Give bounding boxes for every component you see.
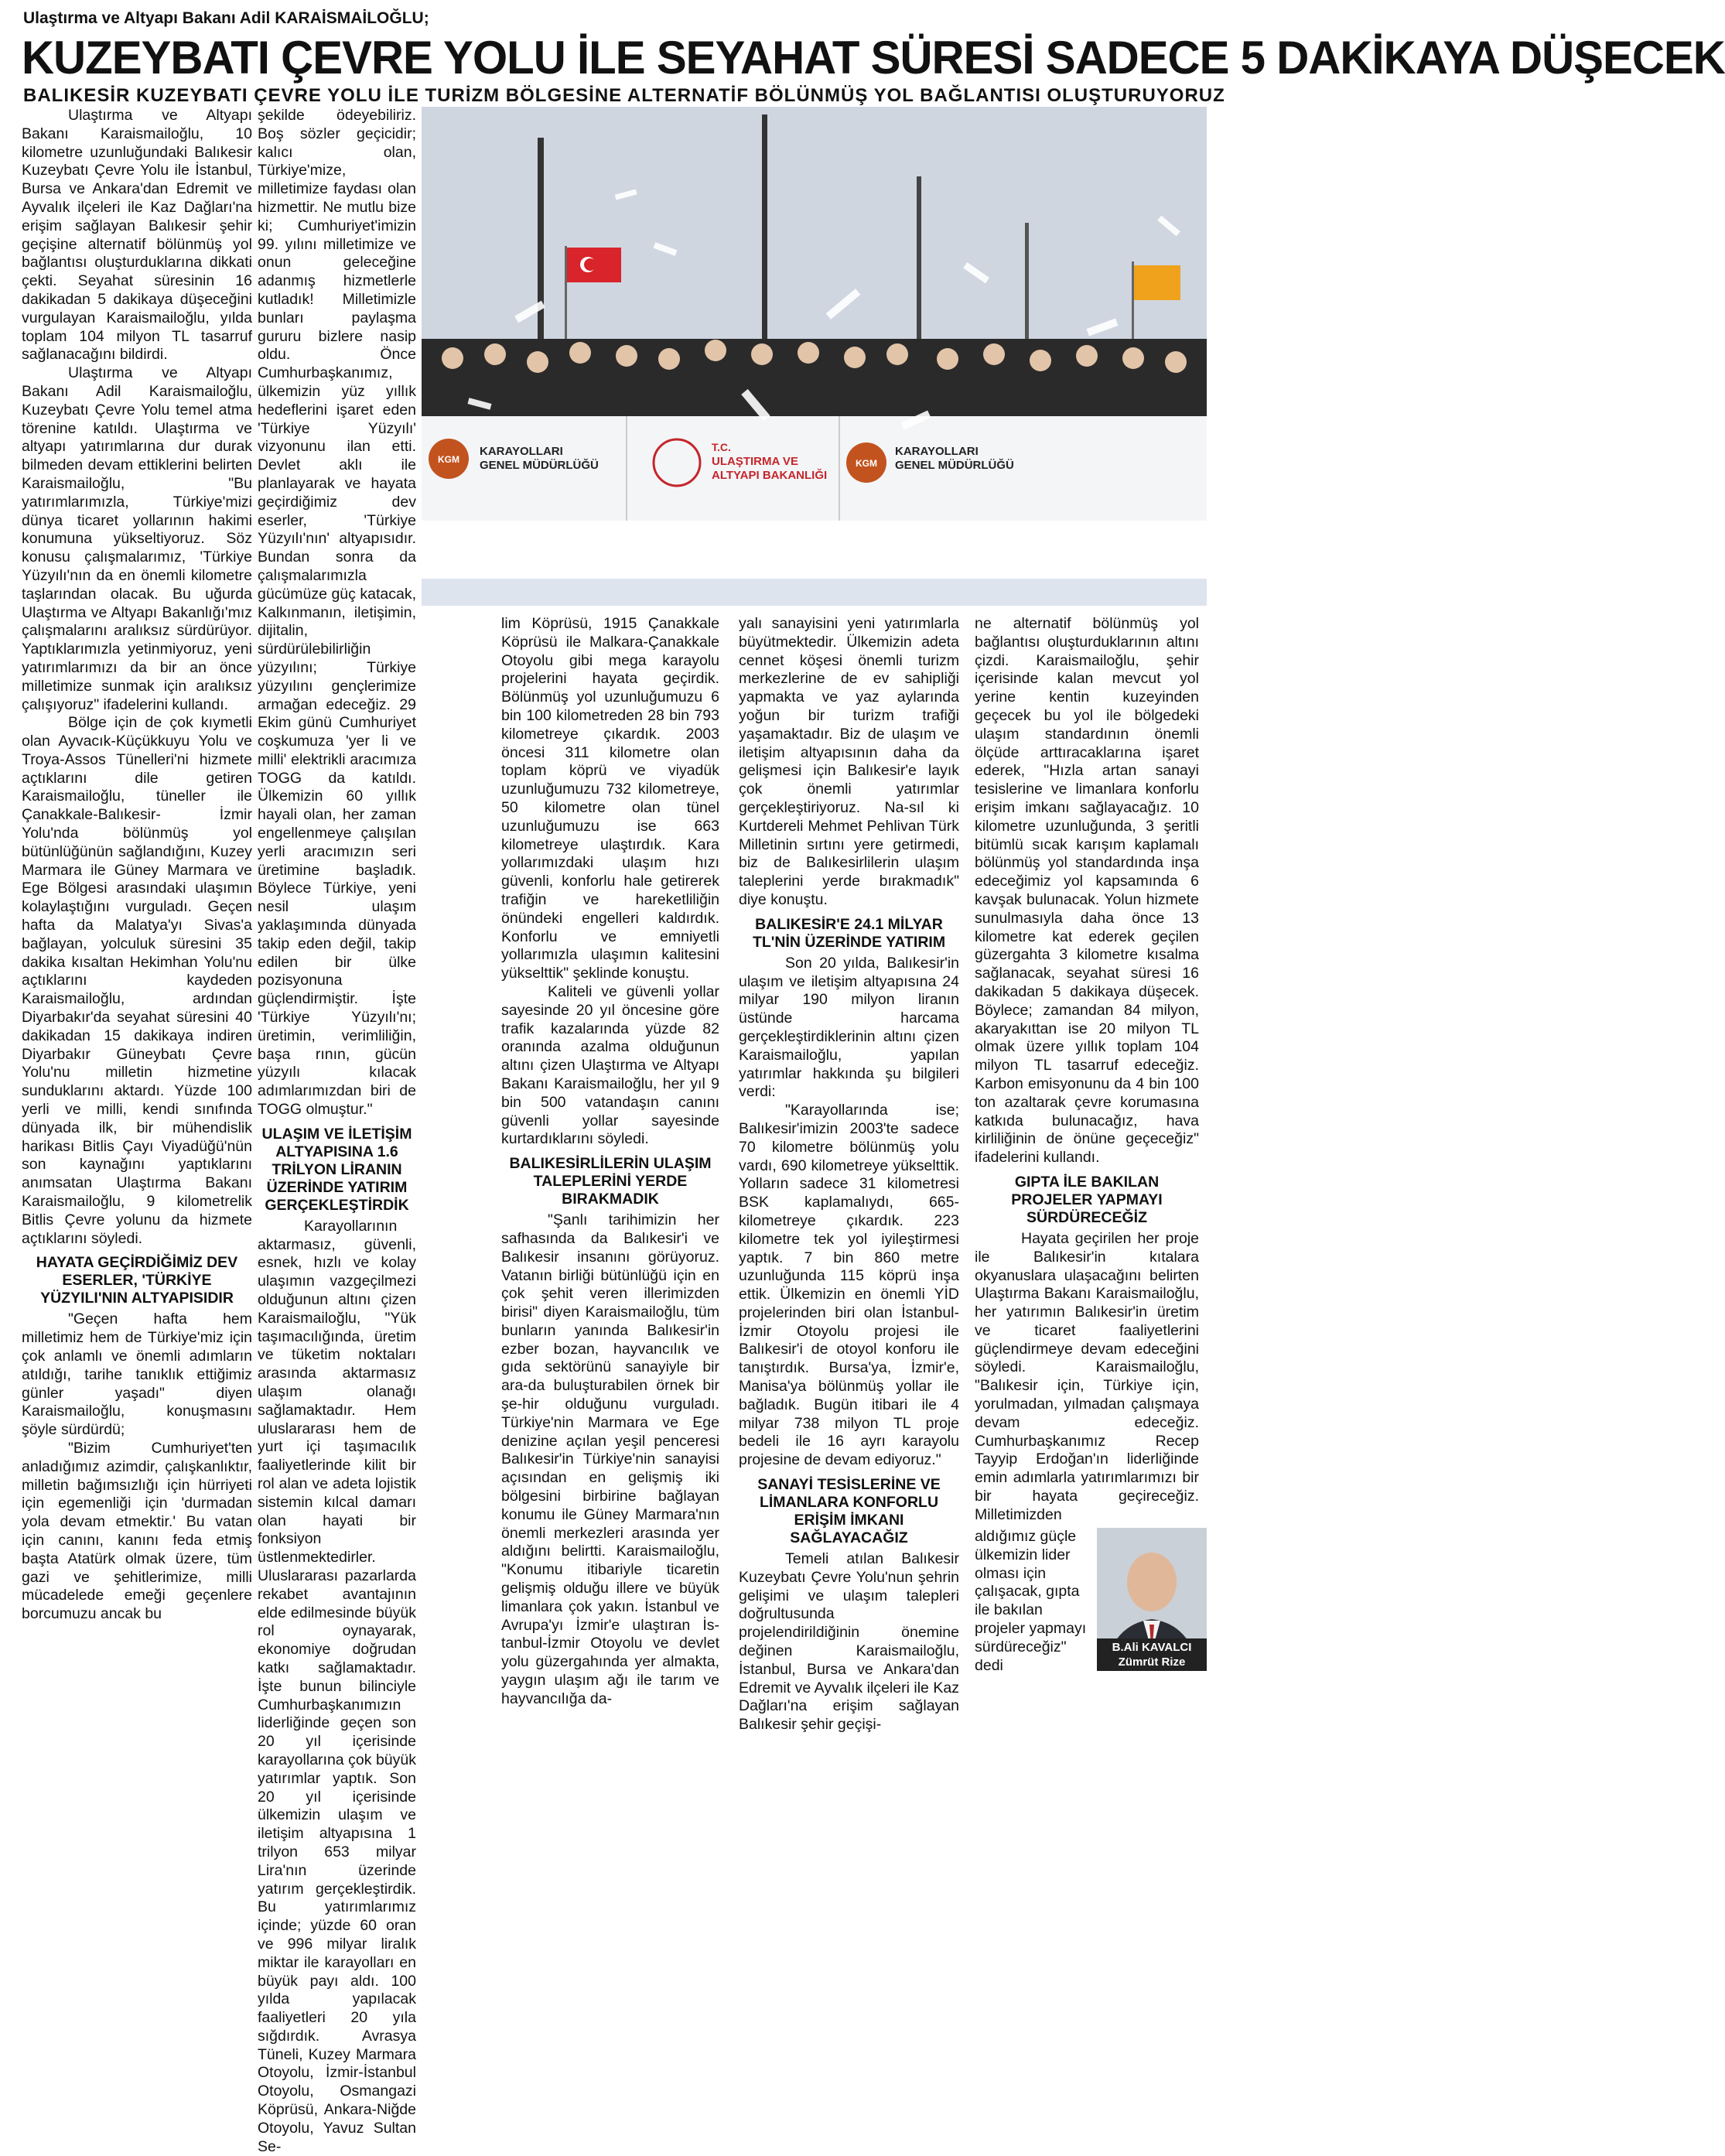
- section-heading: HAYATA GEÇİRDİĞİMİZ DEV ESERLER, 'TÜRKİYE YÜZYILI'NIN ALTYAPISIDIR: [36, 1254, 238, 1307]
- paragraph: "Şanlı tarihimizin her safhasında da Balıkesir'i ve Balıkesir insanını görüyoruz. Vatanın birliği bütünlüğü için en çok şehit veren illerimizden birisi" diyen Karaismailoğlu, tüm bunların yanında Balıkesir'in ezber bozan, hayvancılık ve gıda sektörünü sanayiyle bir ara-da buluşturabilen örnek bir şe-hir olduğunu vurguladı. Türkiye'nin Marmara ve Ege denizine açılan yeşil penceresi Balıkesir'in Türkiye'nin sanayisi açısından en gelişmiş iki bölgesini birbirine bağlayan konumu ile Güney Marmara'nın önemli merkezleri arasında yer aldığını belirtti. Karaismailoğlu, "Konumu itibariyle ticaretin gelişmiş olduğu illere ve büyük limanlara çok yakın. İstanbul ve Avrupa'yı İzmir'e ulaştıran İs-tanbul-İzmir Otoyolu ve devlet yolu güzergahında yer almakta, yaygın ulaşım ağı ile tarım ve hayvancılığa da-: [501, 1211, 719, 1707]
- author-name: B.Ali KAVALCI: [1112, 1641, 1192, 1654]
- section-heading: SANAYİ TESİSLERİNE VE LİMANLARA KONFORLU ERİŞİM İMKANI SAĞLAYACAĞIZ: [757, 1476, 941, 1547]
- article-column-5-tail: [975, 1528, 1091, 1706]
- section-heading: GIPTA İLE BAKILAN PROJELER YAPMAYI SÜRDÜRECEĞİZ: [1011, 1173, 1163, 1226]
- paragraph: Ulaştırma ve Altyapı Bakanı Karaismailoğlu, 10 kilometre uzunluğundaki Balıkesir Kuzeybatı Çevre Yolu ile İstanbul, Bursa ve Ankara'dan Edremit ve Ayvalık ilçeleri ile Kaz Dağları'na erişim sağlayan Balıkesir şehir geçişine alternatif bölünmüş yol bağlantısı oluşturduklarına dikkati çekti. Seyahat süresinin 16 dakikadan 5 dakikaya düşeceğini vurgulayan Karaismailoğlu, yılda toplam 104 milyon TL tasarruf sağlanacağını bildirdi.: [22, 107, 252, 364]
- paragraph: Karayollarının aktarmasız, güvenli, esnek, hızlı ve kolay ulaşımın vazgeçilmezi olduğunun altını çizen Karaismailoğlu, "Yük taşımacılığında, üretim ve tüketim noktaları arasında aktarmasız ulaşım olanağı sağlamaktadır. Hem uluslararası hem de yurt içi taşımacılık faaliyetlerinde kilit bir rol alan ve adeta lojistik sistemin kılcal damarı olan hayati bir fonksiyon üstlenmektedirler. Uluslararası pazarlarda rekabet avantajının elde edilmesinde büyük rol oynayarak, ekonomiye doğrudan katkı sağlamaktadır. İşte bunun bilinciyle Cumhurbaşkanımızın liderliğinde geçen son 20 yıl içerisinde karayollarına çok büyük yatırımlar yaptık. Son 20 yıl içerisinde ülkemizin ulaşım ve iletişim altyapısına 1 trilyon 653 milyar Lira'nın üzerinde yatırım gerçekleştirdik. Bu yatırımlarımız içinde; yüzde 60 oran ve 996 milyar liralık miktar ile karayolları en büyük payı aldı. 100 yılda yapılacak faaliyetleri 20 yıla sığdırdık. Avrasya Tüneli, Kuzey Marmara Otoyolu, İzmir-İstanbul Otoyolu, Osmangazi Köprüsü, Ankara-Niğde Otoyolu, Yavuz Sultan Se-: [258, 1217, 416, 2155]
- paragraph: Hayata geçirilen her proje ile Balıkesir'in kıtalara okyanuslara ulaşacağını belirten Ulaştırma Bakanı Karaismailoğlu, her yatırımın Balıkesir'in üretim ve ticaret faaliyetlerini güçlendirmeye devam edeceğini söyledi. Karaismailoğlu, "Balıkesir için, Türkiye için, yorulmadan, yılmadan çalışmaya devam edeceğiz. Cumhurbaşkanımız Recep Tayyip Erdoğan'ın liderliğinde emin adımlarla yatırımlarımızı bir bir hayata geçireceğiz. Milletimizden: [975, 1229, 1199, 1523]
- headline: KUZEYBATI ÇEVRE YOLU İLE SEYAHAT SÜRESİ SADECE 5 DAKİKAYA DÜŞECEK: [22, 32, 1725, 84]
- kgm-logo-text: KGM: [856, 458, 877, 469]
- paragraph: ne alternatif bölünmüş yol bağlantısı oluşturduklarının altını çizdi. Karaismailoğlu, şehir içerisinde kalan mevcut yol yerine kentin kuzeyinden geçecek bu yol ile bölgedeki ulaşım standardının önemli ölçüde arttıracaklarına işaret ederek, "Hızla artan sanayi tesislerine ve limanlara konforlu erişim imkanı sağlayacağız. 10 kilometre uzunluğunda, 3 şeritli bitümlü sıcak karışım kaplamalı bölünmüş yol standardında inşa edeceğimiz yol kapsamında 6 kavşak bulunacak. Yolun hizmete sunulmasıyla daha önce 13 kilometre kat ederek geçilen güzergahta 3 kilometre kısalma sağlanacak, seyahat süresi 16 dakikadan 5 dakikaya düşecek. Böylece; zamandan 84 milyon, akaryakıttan ise 20 milyon TL olmak üzere yıllık toplam 104 milyon TL tasarruf edeceğiz. Karbon emisyonunu da 4 bin 100 ton azaltarak çevre korumasına katkıda bulunacağız, hava kirliliğinin de önüne geçeceğiz" ifadelerini kullandı.: [975, 615, 1199, 1167]
- author-caption: [1097, 1638, 1207, 1671]
- paragraph: Kaliteli ve güvenli yollar sayesinde 20 yıl öncesine göre trafik kazalarında yüzde 82 oranında azalma olduğunun altını çizen Ulaştırma ve Altyapı Bakanı Karaismailoğlu, her yıl 9 bin 500 vatandaşın canını güvenli yollar sayesinde kurtardıklarını söyledi.: [501, 982, 719, 1148]
- author-photo: [1097, 1528, 1207, 1671]
- section-heading: BALIKESİR'E 24.1 MİLYAR TL'NİN ÜZERİNDE YATIRIM: [752, 915, 946, 951]
- paragraph: Ulaştırma ve Altyapı Bakanı Adil Karaismailoğlu, Kuzeybatı Çevre Yolu temel atma törenine katıldı. Ulaştırma ve altyapı yatırımlarına dur durak bilmeden devam ettiklerini belirten Karaismailoğlu, "Bu yatırımlarımızla, Türkiye'mizi dünya ticaret yollarının hakimi konumuna yükseltiyoruz. Söz konusu çalışmalarımız, 'Türkiye Yüzyılı'nın da en önemli kilometre taşlarından olacak. Bu uğurda Ulaştırma ve Altyapı Bakanlığı'mız çalışmalarını aralıksız sürdürüyor. Yaptıklarımızla yetinmiyoruz, yeni yatırımlarımızı da bir an önce milletimize sunmak için aralıksız çalışıyoruz" ifadelerini kullandı.: [22, 364, 252, 713]
- paragraph: yalı sanayisini yeni yatırımlarla büyütmektedir. Ülkemizin adeta cennet köşesi önemli turizm merkezlerine de ev sahipliği yapmakta ve yaz aylarında yoğun bir turizm trafiği yaşamaktadır. Biz de ulaşım ve iletişim altyapısının daha da gelişmesi için Balıkesir'e layık çok önemli yatırımlar gerçekleştiriyoruz. Na-sıl ki Kurtdereli Mehmet Pehlivan Türk Milletinin sırtını yere getirmedi, biz de Balıkesirlilerin ulaşım taleplerini yerde bırakmadık" diye konuştu.: [739, 615, 959, 908]
- paragraph: Bölge için de çok kıymetli olan Ayvacık-Küçükkuyu Yolu ve Troya-Assos Tünelleri'ni hizmete açtıklarını dile getiren Karaismailoğlu, tüneller ile Çanakkale-Balıkesir- İzmir Yolu'nda bölünmüş yol bütünlüğünün sağlandığını, Kuzey Marmara ile Güney Marmara ve Ege Bölgesi arasındaki ulaşımın kolaylaştığını vurguladı. Geçen hafta da Malatya'yı Sivas'a bağlayan, yolculuk süresini 35 dakika kısaltan Hekimhan Yolu'nu açtıklarını kaydeden Karaismailoğlu, ardından Diyarbakır'da seyahat süresini 40 dakikadan 15 dakikaya indiren Diyarbakır Güneybatı Çevre Yolu'nu milletin hizmetine sunduklarını aktardı. Yüzde 100 yerli ve milli, kendi sınıfında dünyada ilk, bir mühendislik harikası Bitlis Çayı Viyadüğü'nün son kaynağını yaptıklarını anımsatan Ulaştırma Bakanı Karaismailoğlu, 9 kilometrelik Bitlis Çevre yolunu da hizmete açtıklarını söyledi.: [22, 714, 252, 1247]
- banner-left-line-2: GENEL MÜDÜRLÜĞÜ: [480, 459, 599, 472]
- paragraph: Son 20 yılda, Balıkesir'in ulaşım ve iletişim altyapısına 24 milyar 190 milyon liranın üstünde harcama gerçekleştirdiklerinin altını çizen Karaismailoğlu, yapılan yatırımlar hakkında şu bilgileri verdi:: [739, 954, 959, 1101]
- paragraph: lim Köprüsü, 1915 Çanakkale Köprüsü ile Malkara-Çanakkale Otoyolu gibi mega karayolu projelerini hayata geçirdik. Bölünmüş yol uzunluğumuzu 6 bin 100 kilometreden 28 bin 793 kilometreye çıkardık. 2003 öncesi 311 kilometre olan toplam köprü ve viyadük uzunluğumuzu 732 kilometreye, 50 kilometre olan tünel uzunluğumuzu ise 663 kilometreye ulaştırdık. Kara yollarımızdaki ulaşım hızı güvenli, konforlu hale getirerek trafiğin ve hareketliliğin önündeki engelleri kaldırdık. Konforlu ve emniyetli yollarımızla ulaşımın kalitesini yükselttik" şeklinde konuştu.: [501, 615, 719, 982]
- article-column-1: [22, 107, 252, 1704]
- banner-mid-line-3: ALTYAPI BAKANLIĞI: [712, 469, 828, 482]
- photo-illustration: [422, 107, 1207, 606]
- author-title: Zümrüt Rize: [1118, 1655, 1186, 1669]
- section-heading: ULAŞIM VE İLETİŞİM ALTYAPISINA 1.6 TRİLYON LİRANIN ÜZERİNDE YATIRIM GERÇEKLEŞTİRDİK: [261, 1125, 412, 1214]
- article-column-3: [501, 615, 719, 1706]
- kgm-logo-text: KGM: [438, 454, 459, 465]
- subheadline: BALIKESİR KUZEYBATI ÇEVRE YOLU İLE TURİZM BÖLGESİNE ALTERNATİF BÖLÜNMÜŞ YOL BAĞLANTISI OLUŞTURUYORUZ: [23, 85, 1225, 106]
- section-heading: BALIKESİRLİLERİN ULAŞIM TALEPLERİNİ YERDE BIRAKMADIK: [509, 1155, 712, 1208]
- banner-right-line-2: GENEL MÜDÜRLÜĞÜ: [895, 459, 1014, 472]
- banner-mid-line-1: T.C.: [712, 441, 731, 453]
- banner-right-line-1: KARAYOLLARI: [895, 445, 979, 458]
- ceremony-photo: [422, 107, 1207, 606]
- banner-left-line-1: KARAYOLLARI: [480, 445, 563, 458]
- banner-mid-line-2: ULAŞTIRMA VE: [712, 455, 798, 468]
- paragraph: Temeli atılan Balıkesir Kuzeybatı Çevre Yolu'nun şehrin gelişimi ve ulaşım talepleri doğrultusunda projelendirildiğinin önemine değinen Karaismailoğlu, İstanbul, Bursa ve Ankara'dan Edremit ve Ayvalık ilçeleri ile Kaz Dağları'na erişim sağlayan Balıkesir şehir geçişi-: [739, 1550, 959, 1734]
- paragraph: "Bizim Cumhuriyet'ten anladığımız azimdir, çalışkanlıktır, milletin bağımsızlığı için hürriyeti için egemenliği için 'durmadan yola devam etmektir.' Bu vatan için canını, kanını feda etmiş başta Atatürk olmak üzere, tüm gazi ve şehitlerimize, milli mücadelede emeği geçenlere borcumuzu ancak bu: [22, 1439, 252, 1623]
- paragraph: "Geçen hafta hem milletimiz hem de Türkiye'miz için çok anlamlı ve önemli adımların atıldığı, tarihe tanıklık ettiğimiz günler yaşadı" diyen Karaismailoğlu, konuşmasını şöyle sürdürdü;: [22, 1310, 252, 1439]
- article-column-5: [975, 615, 1199, 1524]
- kicker: Ulaştırma ve Altyapı Bakanı Adil KARAİSMAİLOĞLU;: [23, 9, 429, 27]
- paragraph: şekilde ödeyebiliriz. Boş sözler geçicidir; kalıcı olan, Türkiye'mize, milletimize faydası olan hizmettir. Ne mutlu bize ki; Cumhuriyet'imizin 99. yılını milletimize ve onun geleceğine adanmış hizmetlerle kutladık! Milletimizle bunları paylaşma gururu bizlere nasip oldu. Önce Cumhurbaşkanımız, ülkemizin yüz yıllık hedeflerini işaret eden 'Türkiye Yüzyılı' vizyonunu ilan etti. Devlet aklı ile planlayarak ve hayata geçirdiğimiz dev eserler, 'Türkiye Yüzyılı'nın' altyapısıdır. Bundan sonra da çalışmalarımızla gücümüze güç katacak, Kalkınmanın, iletişimin, dijitalin, sürdürülebilirliğin yüzyılını; Türkiye yüzyılını gençlerimize armağan edeceğiz. 29 Ekim günü Cumhuriyet coşkumuza 'yer li ve milli' elektrikli aracımıza TOGG da katıldı. Ülkemizin 60 yıllık hayali olan, her zaman engellenmeye çalışılan yerli aracımızın seri üretimine başladık. Böylece Türkiye, yeni nesil ulaşım yaklaşımında dünyada takip eden değil, takip edilen bir ülke pozisyonuna güçlendirmiştir. İşte 'Türkiye Yüzyılı'nı; üretimin, verimliliğin, başa rının, gücün yüzyılı kılacak adımlarımızdan biri de TOGG olmuştur.": [258, 107, 416, 1119]
- paragraph: "Karayollarında ise; Balıkesir'imizin 2003'te sadece 70 kilometre bölünmüş yolu vardı, 690 kilometreye yükselttik. Yolların sadece 31 kilometresi BSK kaplamalıydı, 665-kilometreye çıkardık. 223 kilometre tek yol iyileştirmesi yaptık. 7 bin 860 metre uzunluğunda 115 köprü inşa ettik. Ülkemizin en önemli YİD projelerinden biri olan İstanbul-İzmir Otoyolu projesi ile Balıkesir'i de otoyol konforu ile tanıştırdık. Bursa'ya, İzmir'e, Manisa'ya bölünmüş yollar ile bağladık. Bugün itibari ile 4 milyar 738 milyon TL proje bedeli ile 16 ayrı karayolu projesine de devam ediyoruz.": [739, 1102, 959, 1469]
- article-column-2: [258, 107, 416, 2155]
- article-column-4: [739, 615, 959, 1734]
- paragraph: aldığımız güçle ülkemizin lider olması için çalışacak, gıpta ile bakılan projeler yapmayı sürdüreceğiz" dedi: [975, 1528, 1087, 1674]
